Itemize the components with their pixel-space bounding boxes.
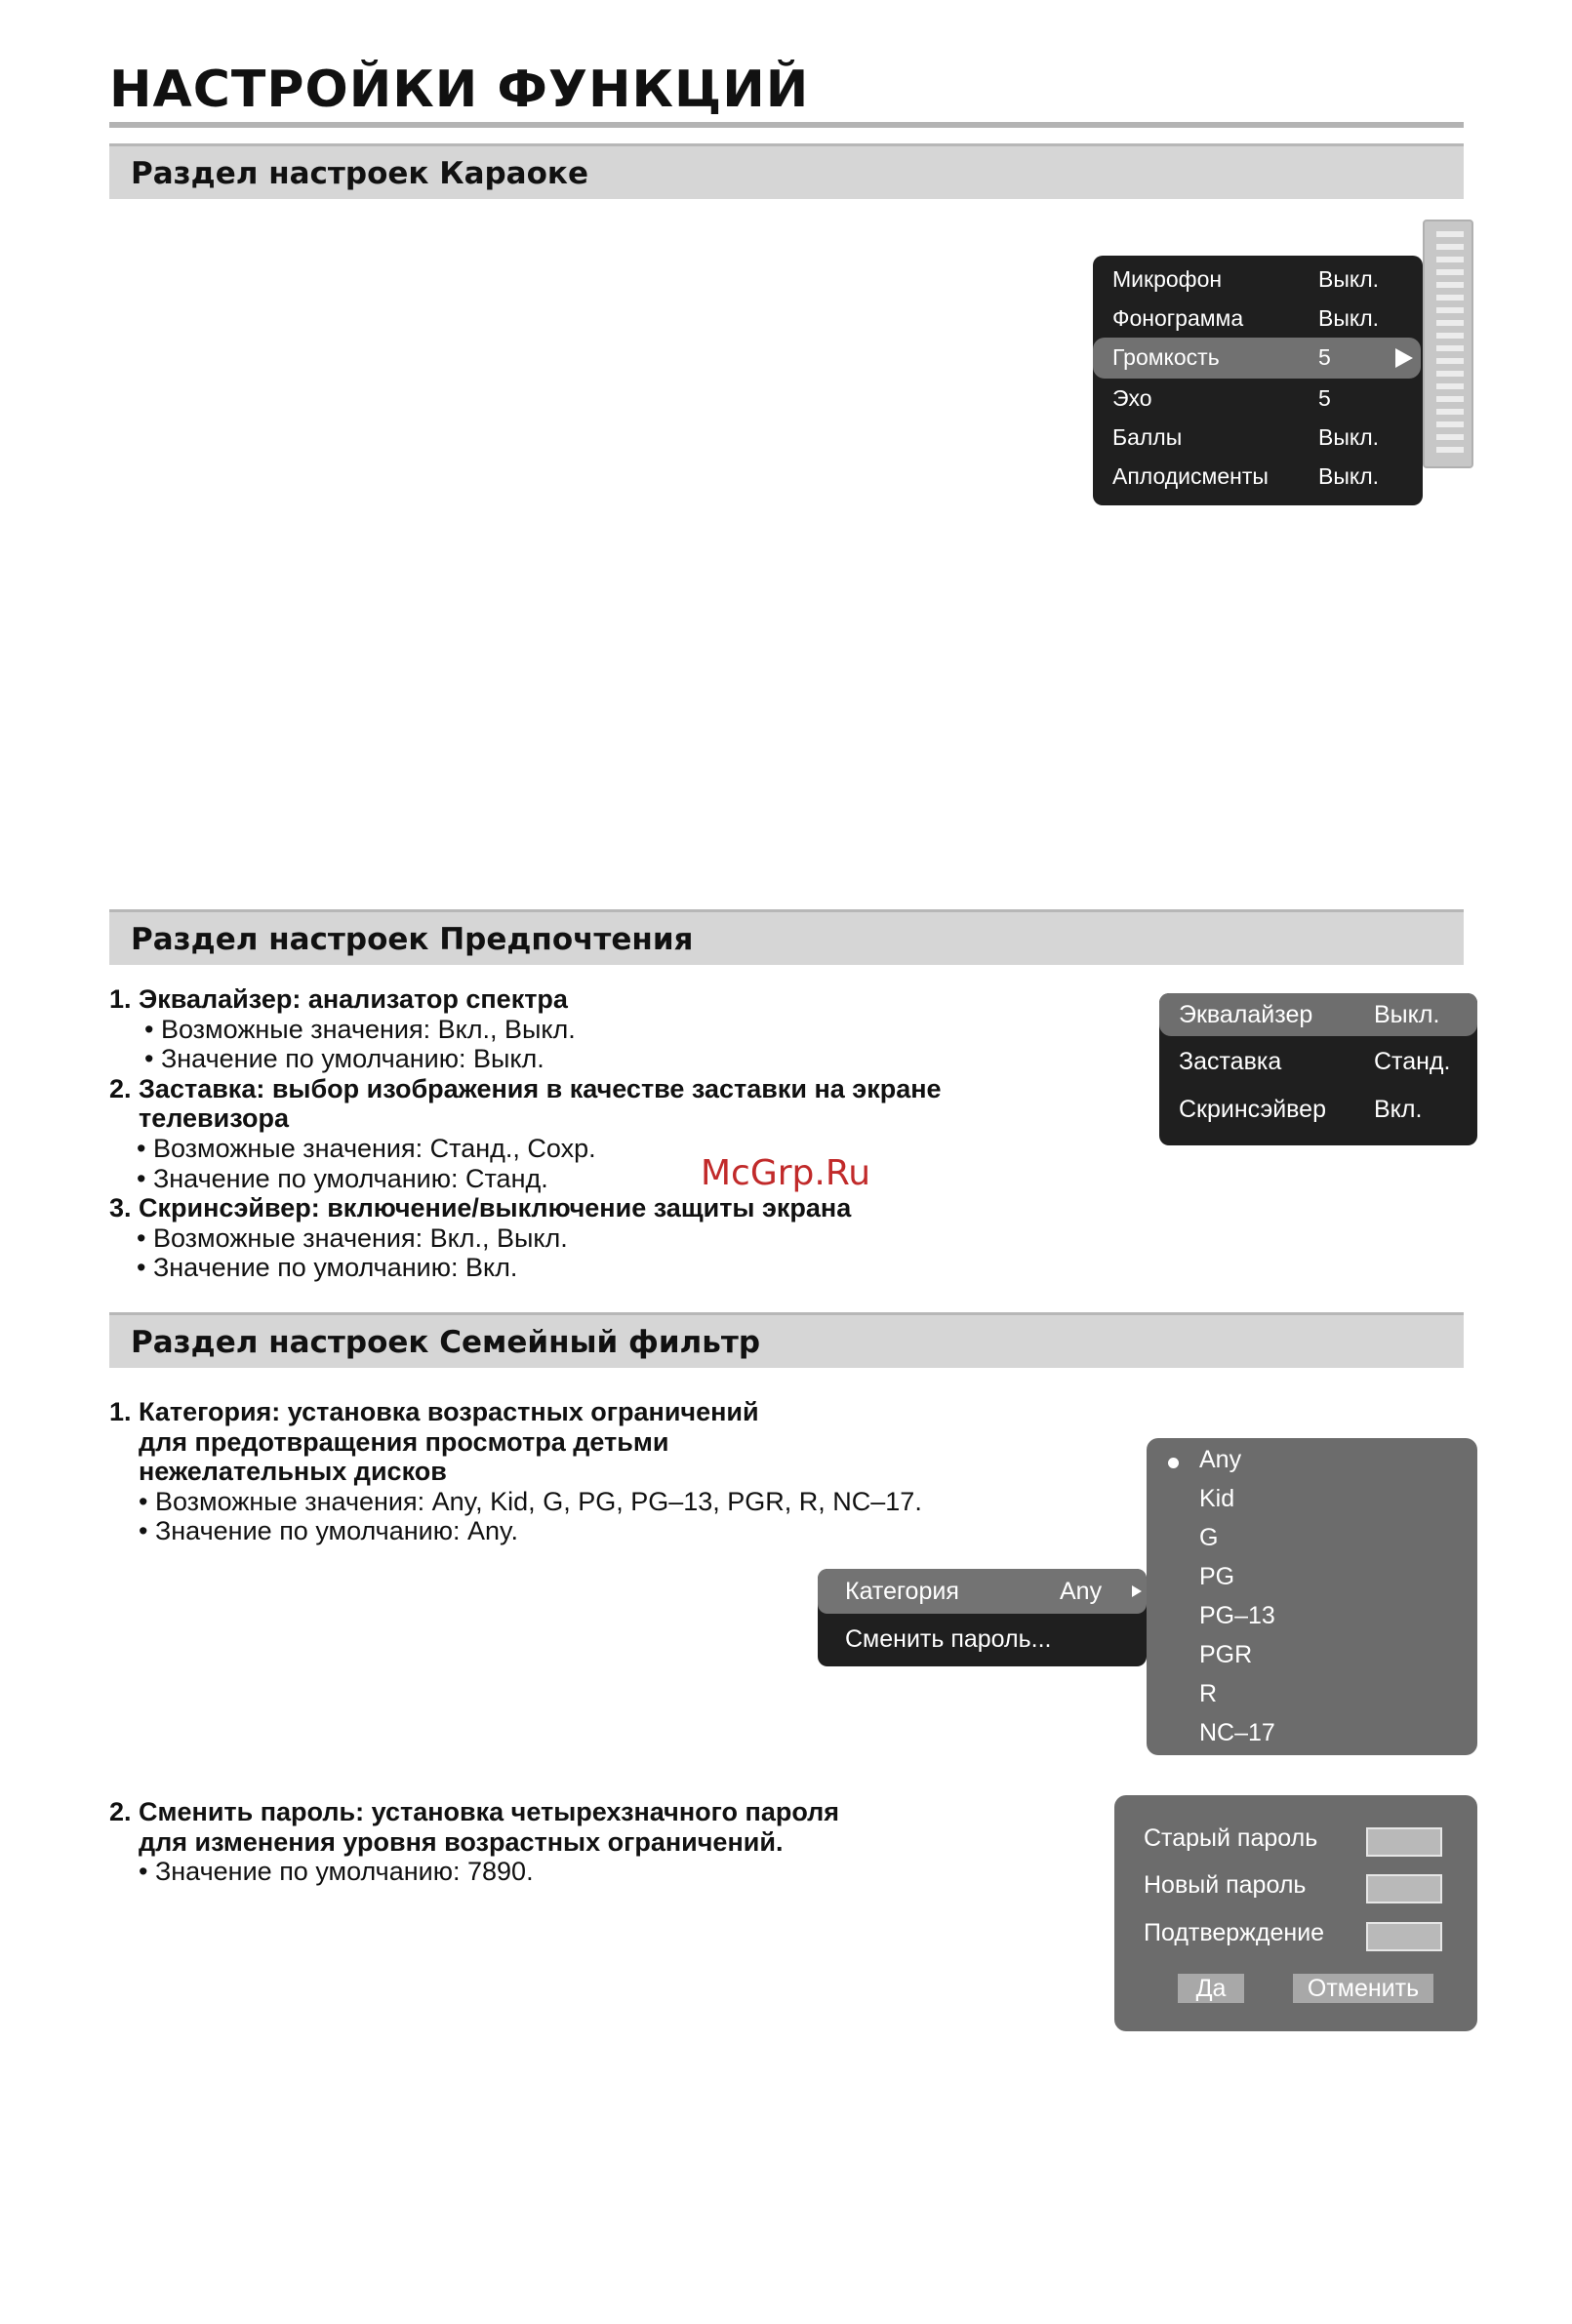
screensaver-default: • Значение по умолчанию: Вкл. [137, 1253, 518, 1283]
confirm-password-input[interactable] [1366, 1922, 1442, 1951]
level-tick [1436, 333, 1464, 339]
arrow-right-icon [1132, 1585, 1142, 1597]
selected-bullet-icon [1168, 1458, 1179, 1468]
volume-level-bar[interactable] [1423, 220, 1473, 468]
level-tick [1436, 295, 1464, 301]
rating-option[interactable]: Kid [1199, 1485, 1235, 1512]
menu-item-label: Громкость [1112, 344, 1220, 370]
menu-item-label: Эхо [1112, 385, 1152, 411]
level-tick [1436, 257, 1464, 262]
level-tick [1436, 269, 1464, 275]
screensaver-picture-default: • Значение по умолчанию: Станд. [137, 1163, 548, 1193]
karaoke-heading: Раздел настроек Караоке [131, 156, 588, 191]
menu-item-value: Выкл. [1318, 463, 1380, 489]
watermark-text: McGrp.Ru [701, 1153, 871, 1193]
screensaver-picture-values: • Возможные значения: Станд., Сохр. [137, 1133, 596, 1163]
ok-button[interactable]: Да [1178, 1974, 1244, 2003]
family-filter-menu [818, 1569, 1147, 1666]
level-tick [1436, 383, 1464, 389]
menu-item-label: Заставка [1179, 1048, 1282, 1075]
menu-item-label: Баллы [1112, 424, 1183, 450]
level-tick [1436, 282, 1464, 288]
preferences-section-header [109, 909, 1464, 965]
rating-option[interactable]: PG [1199, 1563, 1235, 1590]
karaoke-menu-item[interactable] [1093, 379, 1423, 418]
category-menu-item[interactable] [818, 1569, 1147, 1614]
menu-item-label: Категория [845, 1578, 959, 1605]
preferences-menu-item-selected[interactable] [1159, 993, 1477, 1036]
menu-item-value: Any [1060, 1578, 1103, 1605]
level-tick [1436, 345, 1464, 351]
menu-item-value: Выкл. [1318, 305, 1380, 331]
level-tick [1436, 307, 1464, 313]
karaoke-menu-item[interactable] [1093, 457, 1423, 496]
level-tick [1436, 320, 1464, 326]
password-title-line: для изменения уровня возрастных ограничений. [139, 1826, 784, 1857]
menu-item-value: 5 [1318, 344, 1331, 370]
rating-option[interactable]: PG–13 [1199, 1602, 1275, 1629]
level-tick [1436, 447, 1464, 453]
password-default: • Значение по умолчанию: 7890. [139, 1857, 534, 1887]
menu-item-value: Выкл. [1318, 266, 1380, 292]
equalizer-default: • Значение по умолчанию: Выкл. [144, 1044, 544, 1074]
menu-item-value: 5 [1318, 385, 1331, 411]
menu-item-label: Фонограмма [1112, 305, 1244, 331]
preferences-heading: Раздел настроек Предпочтения [131, 922, 694, 957]
menu-item-value: Станд. [1374, 1048, 1451, 1075]
change-password-menu-item[interactable] [818, 1620, 1147, 1659]
cancel-button[interactable]: Отменить [1293, 1974, 1433, 2003]
rating-option[interactable]: R [1199, 1680, 1218, 1707]
menu-item-label: Аплодисменты [1112, 463, 1269, 489]
old-password-input[interactable] [1366, 1827, 1442, 1857]
category-default: • Значение по умолчанию: Any. [139, 1516, 519, 1546]
equalizer-title: 1. Эквалайзер: анализатор спектра [109, 984, 568, 1014]
level-tick [1436, 231, 1464, 237]
password-description [109, 1797, 1085, 1887]
level-tick [1436, 434, 1464, 440]
new-password-label: Новый пароль [1144, 1871, 1307, 1899]
screensaver-title: 3. Скринсэйвер: включение/выключение защиты экрана [109, 1193, 852, 1223]
rating-list [1147, 1438, 1477, 1755]
level-tick [1436, 421, 1464, 427]
karaoke-menu-item-selected[interactable] [1093, 338, 1421, 379]
preferences-menu-item[interactable] [1159, 1088, 1477, 1127]
screensaver-picture-title-cont: телевизора [139, 1103, 289, 1134]
rating-option[interactable]: G [1199, 1524, 1219, 1551]
new-password-input[interactable] [1366, 1874, 1442, 1903]
karaoke-section-header [109, 143, 1464, 199]
karaoke-menu-item[interactable] [1093, 260, 1423, 299]
menu-item-value: Выкл. [1374, 1001, 1440, 1028]
menu-item-label: Эквалайзер [1179, 1001, 1313, 1028]
karaoke-menu-item[interactable] [1093, 299, 1423, 338]
preferences-menu-item[interactable] [1159, 1040, 1477, 1079]
rating-option[interactable]: NC–17 [1199, 1719, 1275, 1746]
category-title-line: для предотвращения просмотра детьми [139, 1426, 669, 1457]
equalizer-values: • Возможные значения: Вкл., Выкл. [144, 1014, 576, 1044]
family-filter-section-header [109, 1312, 1464, 1368]
category-values: • Возможные значения: Any, Kid, G, PG, PG–13, PGR, R, NC–17. [139, 1486, 922, 1516]
page-title: НАСТРОЙКИ ФУНКЦИЙ [109, 60, 810, 119]
level-tick [1436, 396, 1464, 402]
preferences-description [109, 984, 1134, 1283]
karaoke-menu [1093, 256, 1423, 505]
screensaver-picture-title: 2. Заставка: выбор изображения в качестве заставки на экране [109, 1073, 942, 1103]
arrow-right-icon [1395, 348, 1413, 368]
category-title-line: нежелательных дисков [139, 1457, 447, 1487]
level-tick [1436, 409, 1464, 415]
rating-option[interactable]: Any [1199, 1446, 1242, 1473]
password-dialog [1114, 1795, 1477, 2031]
category-description [109, 1397, 1085, 1546]
menu-item-value: Вкл. [1374, 1096, 1423, 1123]
category-title-line: 1. Категория: установка возрастных ограничений [109, 1397, 759, 1426]
old-password-label: Старый пароль [1144, 1824, 1318, 1852]
menu-item-label: Скринсэйвер [1179, 1096, 1326, 1123]
title-divider [109, 122, 1464, 128]
level-tick [1436, 371, 1464, 377]
screensaver-values: • Возможные значения: Вкл., Выкл. [137, 1222, 568, 1253]
menu-item-value: Выкл. [1318, 424, 1380, 450]
rating-option[interactable]: PGR [1199, 1641, 1253, 1668]
level-tick [1436, 358, 1464, 364]
menu-item-label: Микрофон [1112, 266, 1223, 292]
password-title-line: 2. Сменить пароль: установка четырехзначного пароля [109, 1797, 840, 1826]
karaoke-menu-item[interactable] [1093, 418, 1423, 457]
family-filter-heading: Раздел настроек Семейный фильтр [131, 1325, 761, 1360]
confirm-password-label: Подтверждение [1144, 1919, 1325, 1946]
preferences-menu [1159, 993, 1477, 1145]
menu-item-label: Сменить пароль... [845, 1625, 1052, 1653]
level-tick [1436, 244, 1464, 250]
